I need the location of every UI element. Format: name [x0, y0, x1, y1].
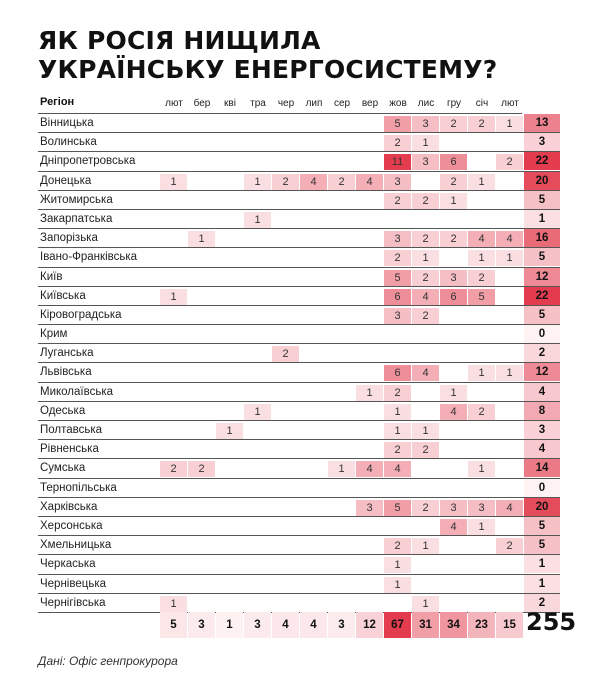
table-row [38, 248, 560, 267]
value-cell: 2 [496, 154, 523, 170]
region-name: Житомирська [40, 193, 113, 206]
region-total: 13 [524, 114, 560, 132]
value-cell: 3 [384, 174, 411, 190]
month-total: 4 [272, 612, 299, 638]
value-cell: 2 [384, 442, 411, 458]
value-cell: 1 [468, 365, 495, 381]
value-cell: 1 [468, 519, 495, 535]
value-cell: 1 [384, 577, 411, 593]
region-name: Чернігівська [40, 596, 106, 609]
value-cell: 5 [468, 289, 495, 305]
region-name: Крим [40, 328, 68, 341]
value-cell: 2 [440, 231, 467, 247]
value-cell: 1 [468, 174, 495, 190]
value-cell: 2 [384, 250, 411, 266]
table-row [38, 594, 560, 613]
month-total: 3 [328, 612, 355, 638]
value-cell: 2 [468, 404, 495, 420]
value-cell: 1 [440, 193, 467, 209]
value-cell: 4 [356, 174, 383, 190]
table-row [38, 575, 560, 594]
region-total: 5 [524, 248, 560, 266]
monthly-totals-row [38, 608, 598, 638]
value-cell: 3 [412, 154, 439, 170]
region-name: Одеська [40, 404, 86, 417]
value-cell: 4 [440, 404, 467, 420]
table-row [38, 133, 560, 152]
region-total: 5 [524, 536, 560, 554]
table-row [38, 383, 560, 402]
table-row [38, 268, 560, 287]
value-cell: 2 [440, 174, 467, 190]
value-cell: 5 [384, 116, 411, 132]
value-cell: 2 [328, 174, 355, 190]
month-header-3: тра [250, 98, 266, 109]
month-header-11: січ [475, 98, 489, 109]
month-header-1: бер [193, 98, 211, 109]
value-cell: 1 [384, 557, 411, 573]
region-total: 1 [524, 575, 560, 593]
table-row [38, 306, 560, 325]
table-row [38, 421, 560, 440]
month-header-12: лют [501, 98, 519, 109]
value-cell: 5 [384, 270, 411, 286]
region-total: 3 [524, 421, 560, 439]
value-cell: 4 [496, 231, 523, 247]
value-cell: 1 [496, 116, 523, 132]
region-name: Волинська [40, 136, 97, 149]
value-cell: 4 [440, 519, 467, 535]
value-cell: 2 [384, 193, 411, 209]
month-total: 3 [244, 612, 271, 638]
region-name: Полтавська [40, 424, 103, 436]
value-cell: 4 [356, 461, 383, 477]
table-row [38, 325, 560, 344]
table-row [38, 172, 560, 191]
value-cell: 3 [468, 500, 495, 516]
value-cell: 11 [384, 154, 411, 170]
region-total: 8 [524, 402, 560, 420]
value-cell: 1 [244, 174, 271, 190]
region-total: 22 [524, 152, 560, 170]
month-total: 15 [496, 612, 523, 638]
value-cell: 3 [440, 270, 467, 286]
region-name: Хмельницька [40, 539, 112, 552]
month-header-4: чер [277, 98, 295, 109]
value-cell: 2 [412, 270, 439, 286]
table-row [38, 402, 560, 421]
region-name: Луганська [40, 347, 94, 360]
value-cell: 1 [412, 423, 439, 439]
table-row [38, 191, 560, 210]
table-row [38, 210, 560, 229]
region-name: Київ [40, 270, 63, 283]
region-total: 4 [524, 440, 560, 458]
value-cell: 2 [384, 385, 411, 401]
value-cell: 1 [440, 385, 467, 401]
month-header-6: сер [333, 98, 351, 109]
value-cell: 2 [468, 116, 495, 132]
region-name: Дніпропетровська [40, 155, 136, 168]
region-name: Херсонська [40, 519, 103, 532]
month-total: 67 [384, 612, 411, 638]
value-cell: 6 [384, 289, 411, 305]
value-cell: 1 [216, 423, 243, 439]
value-cell: 6 [384, 365, 411, 381]
table-row [38, 536, 560, 555]
month-header-5: лип [305, 98, 323, 109]
value-cell: 1 [384, 404, 411, 420]
table-row [38, 498, 560, 517]
value-cell: 2 [412, 308, 439, 324]
value-cell: 1 [468, 250, 495, 266]
table-row [38, 152, 560, 171]
region-total: 3 [524, 133, 560, 151]
region-total: 16 [524, 229, 560, 247]
value-cell: 2 [440, 116, 467, 132]
value-cell: 2 [160, 461, 187, 477]
region-total: 5 [524, 517, 560, 535]
value-cell: 2 [384, 538, 411, 554]
region-name: Сумська [40, 462, 86, 475]
region-name: Харківська [40, 500, 98, 513]
region-total: 5 [524, 306, 560, 324]
attacks-table [38, 114, 560, 613]
value-cell: 2 [468, 270, 495, 286]
value-cell: 2 [384, 135, 411, 151]
region-name: Закарпатська [40, 212, 113, 225]
title-line-2: УКРАЇНСЬКУ ЕНЕРГОСИСТЕМУ? [38, 55, 498, 84]
value-cell: 6 [440, 154, 467, 170]
table-row [38, 459, 560, 478]
month-total: 31 [412, 612, 439, 638]
grand-total: 255 [526, 608, 577, 636]
value-cell: 1 [384, 423, 411, 439]
month-header-8: жов [389, 98, 407, 109]
value-cell: 1 [160, 289, 187, 305]
table-row [38, 229, 560, 248]
region-total: 20 [524, 172, 560, 190]
value-cell: 4 [384, 461, 411, 477]
value-cell: 2 [412, 442, 439, 458]
value-cell: 2 [412, 500, 439, 516]
value-cell: 1 [412, 538, 439, 554]
value-cell: 3 [384, 231, 411, 247]
region-name: Рівненська [40, 443, 99, 456]
value-cell: 3 [440, 500, 467, 516]
month-total: 3 [188, 612, 215, 638]
value-cell: 1 [412, 135, 439, 151]
value-cell: 1 [160, 174, 187, 190]
month-total: 4 [300, 612, 327, 638]
region-name: Миколаївська [40, 385, 114, 398]
value-cell: 3 [356, 500, 383, 516]
value-cell: 3 [384, 308, 411, 324]
table-row [38, 517, 560, 536]
region-name: Запорізька [40, 232, 98, 245]
value-cell: 2 [272, 346, 299, 362]
month-total: 5 [160, 612, 187, 638]
value-cell: 4 [412, 289, 439, 305]
region-name: Тернопільська [40, 481, 117, 494]
month-header-2: кві [224, 98, 236, 109]
value-cell: 1 [160, 596, 187, 612]
table-row [38, 344, 560, 363]
value-cell: 2 [412, 231, 439, 247]
value-cell: 4 [412, 365, 439, 381]
region-name: Львівська [40, 366, 92, 379]
region-total: 1 [524, 210, 560, 228]
table-row [38, 287, 560, 306]
month-header-10: гру [446, 98, 462, 109]
month-total: 1 [216, 612, 243, 638]
value-cell: 5 [384, 500, 411, 516]
title-line-1: ЯК РОСІЯ НИЩИЛА [38, 26, 321, 55]
region-name: Донецька [40, 174, 92, 187]
month-header-9: лис [417, 98, 435, 109]
table-row [38, 114, 560, 133]
value-cell: 1 [188, 231, 215, 247]
value-cell: 1 [244, 212, 271, 228]
month-header-0: лют [165, 98, 183, 109]
value-cell: 1 [412, 596, 439, 612]
value-cell: 2 [188, 461, 215, 477]
table-row [38, 555, 560, 574]
region-total: 1 [524, 555, 560, 573]
table-row [38, 363, 560, 382]
value-cell: 3 [412, 116, 439, 132]
region-total: 20 [524, 498, 560, 516]
value-cell: 1 [468, 461, 495, 477]
value-cell: 2 [272, 174, 299, 190]
region-total: 12 [524, 268, 560, 286]
month-total: 34 [440, 612, 467, 638]
value-cell: 4 [300, 174, 327, 190]
value-cell: 6 [440, 289, 467, 305]
table-header [38, 94, 558, 114]
value-cell: 1 [244, 404, 271, 420]
region-total: 22 [524, 287, 560, 305]
table-row [38, 479, 560, 498]
region-total: 12 [524, 363, 560, 381]
page-title [38, 26, 578, 84]
region-total: 2 [524, 344, 560, 362]
region-name: Кіровоградська [40, 308, 122, 321]
region-total: 2 [524, 594, 560, 612]
region-total: 0 [524, 479, 560, 497]
value-cell: 1 [356, 385, 383, 401]
value-cell: 1 [496, 365, 523, 381]
region-column-header: Регіон [40, 96, 75, 108]
region-total: 5 [524, 191, 560, 209]
region-total: 4 [524, 383, 560, 401]
value-cell: 4 [468, 231, 495, 247]
month-total: 12 [356, 612, 383, 638]
value-cell: 2 [412, 193, 439, 209]
value-cell: 1 [328, 461, 355, 477]
month-total: 23 [468, 612, 495, 638]
month-header-7: вер [361, 98, 379, 109]
value-cell: 1 [412, 250, 439, 266]
region-total: 0 [524, 325, 560, 343]
region-total: 14 [524, 459, 560, 477]
value-cell: 1 [496, 250, 523, 266]
value-cell: 2 [496, 538, 523, 554]
value-cell: 4 [496, 500, 523, 516]
region-name: Івано-Франківська [40, 251, 138, 264]
region-name: Черкаська [40, 558, 96, 571]
region-name: Київська [40, 289, 86, 302]
table-row [38, 440, 560, 459]
region-name: Вінницька [40, 117, 94, 129]
region-name: Чернівецька [40, 577, 106, 590]
source-note: Дані: Офіс генпрокурора [38, 654, 178, 668]
